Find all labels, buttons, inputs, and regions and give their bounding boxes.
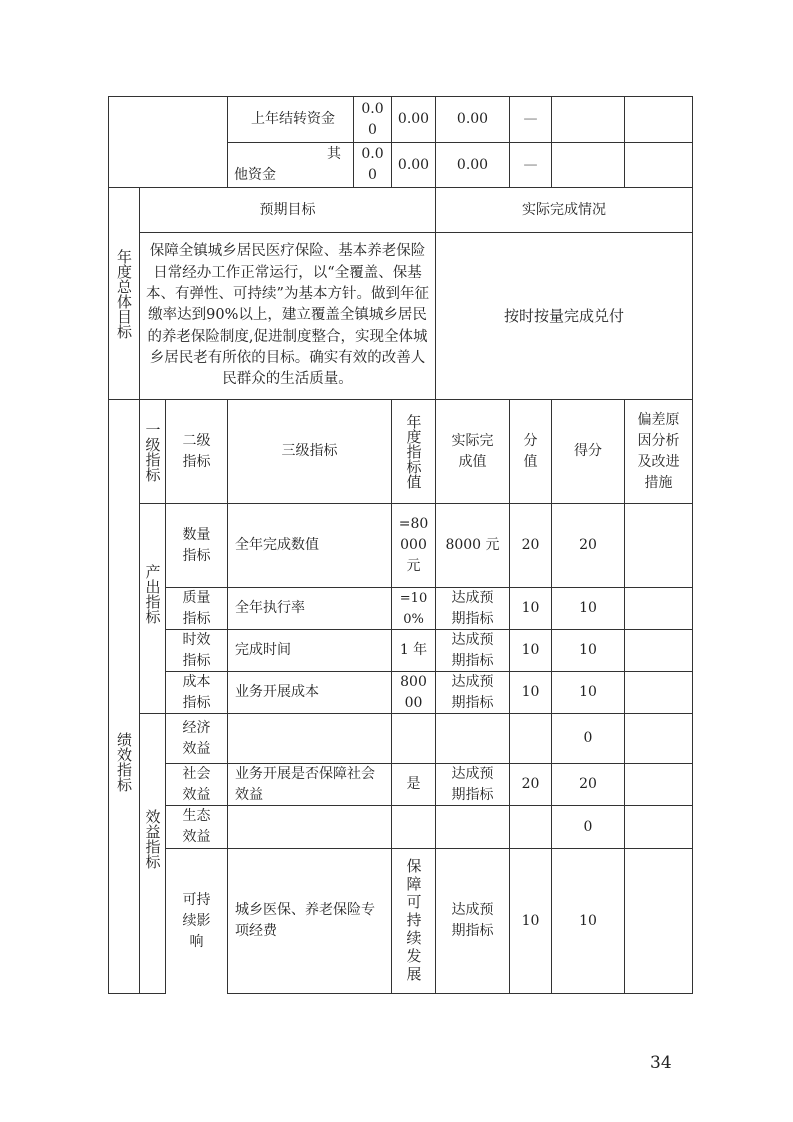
target-cell: 1 年 — [399, 642, 428, 658]
grid-line — [435, 96, 436, 188]
level2-cell: 成本指标 — [182, 673, 211, 711]
grid-line — [391, 399, 392, 994]
grid-line — [139, 503, 693, 504]
score-cell: 20 — [579, 537, 597, 553]
header-analysis: 偏差原因分析及改进措施 — [637, 411, 680, 491]
actual-completion-text: 按时按量完成兑付 — [503, 306, 624, 325]
grid-line — [353, 96, 354, 188]
grid-line — [165, 805, 693, 806]
weight-cell: 10 — [521, 912, 540, 929]
analysis-cell — [625, 849, 692, 993]
funding-label — [228, 97, 353, 142]
analysis-cell — [625, 630, 692, 671]
target-cell: 是 — [406, 776, 421, 792]
grid-line — [227, 399, 228, 994]
analysis-cell — [625, 588, 692, 629]
grid-line — [139, 232, 693, 233]
actual-cell — [436, 806, 509, 848]
analysis-cell — [625, 714, 692, 763]
funding-label — [228, 143, 353, 187]
actual-cell: 达成预期指标 — [451, 902, 494, 939]
level2-cell: 时效指标 — [182, 631, 211, 669]
grid-line — [624, 96, 625, 188]
analysis-cell — [625, 504, 692, 587]
target-cell — [392, 806, 435, 848]
funding-value: 0.00 — [456, 111, 489, 127]
performance-label: 绩效指标 — [115, 731, 133, 792]
funding-label-text: 上年结转资金 — [251, 111, 335, 127]
funding-value: — — [523, 156, 538, 173]
level2-cell: 数量指标 — [182, 526, 211, 564]
level3-cell: 业务开展是否保障社会效益 — [235, 765, 375, 803]
grid-line — [692, 96, 693, 994]
actual-cell: 达成预期指标 — [451, 631, 494, 669]
expected-goal-header: 预期目标 — [259, 201, 316, 218]
level3-cell: 完成时间 — [235, 642, 291, 658]
level3-cell: 业务开展成本 — [235, 684, 319, 700]
score-cell: 10 — [579, 684, 597, 700]
header-weight: 分值 — [523, 432, 538, 470]
grid-line — [108, 993, 166, 994]
weight-cell: 10 — [521, 600, 540, 616]
grid-line — [108, 96, 693, 97]
target-cell — [392, 714, 435, 763]
level3-cell: 城乡医保、养老保险专项经费 — [235, 902, 375, 939]
grid-line — [108, 399, 693, 400]
analysis-cell — [625, 764, 692, 805]
funding-label-line1: 其 — [327, 146, 341, 162]
funding-value: — — [523, 111, 538, 127]
grid-line — [165, 399, 166, 994]
funding-value: 0.00 — [361, 100, 384, 138]
weight-cell: 20 — [521, 776, 540, 792]
header-level3: 三级指标 — [281, 443, 338, 459]
level3-cell: 全年完成数值 — [235, 537, 319, 553]
score-cell: 10 — [579, 912, 597, 929]
grid-line — [551, 96, 552, 188]
header-score: 得分 — [574, 443, 602, 459]
expected-goal-text: 保障全镇城乡居民医疗保险、基本养老保险日常经办工作正常运行，以“全覆盖、保基本、有弹性、可持续”为基本方针。做到年征缴率达到90%以上，建立覆盖全镇城乡居民的养老保险制度,促进制度整合，实现全体城乡居民老有所依的目标。确实有效的改善人民群众的生活质量。 — [146, 243, 429, 388]
weight-cell: 20 — [521, 537, 540, 553]
score-cell: 0 — [583, 818, 593, 835]
funding-value: 0.00 — [397, 111, 430, 127]
grid-line — [435, 399, 436, 994]
grid-line — [139, 713, 693, 714]
actual-cell: 8000 元 — [445, 537, 500, 553]
grid-line — [509, 96, 510, 188]
weight-cell: 10 — [521, 684, 540, 700]
level3-cell — [228, 714, 391, 763]
funding-value: 0.00 — [397, 156, 430, 173]
grid-line — [509, 399, 510, 994]
score-cell: 20 — [579, 776, 597, 792]
target-cell: =80000元 — [398, 516, 429, 574]
funding-value: 0.00 — [456, 156, 489, 173]
score-cell: 10 — [579, 642, 597, 658]
actual-cell: 达成预期指标 — [451, 765, 494, 803]
grid-line — [108, 187, 693, 188]
group-level1-benefit: 效益指标 — [143, 809, 162, 869]
actual-cell: 达成预期指标 — [451, 589, 494, 627]
funding-label-line2: 他资金 — [234, 167, 276, 183]
target-cell: 保障可持续发展 — [404, 858, 423, 984]
analysis-cell — [625, 672, 692, 713]
grid-line — [165, 763, 693, 764]
grid-line — [435, 187, 436, 400]
grid-line — [227, 993, 693, 994]
weight-cell — [510, 806, 551, 848]
level2-cell: 生态效益 — [182, 808, 211, 845]
grid-line — [624, 399, 625, 994]
actual-cell: 达成预期指标 — [451, 673, 494, 711]
grid-line — [165, 629, 693, 630]
grid-line — [108, 96, 109, 994]
header-level2: 二级指标 — [182, 432, 211, 470]
weight-cell: 10 — [521, 642, 540, 658]
score-cell: 10 — [579, 600, 597, 616]
funding-value: 0.00 — [361, 146, 384, 183]
grid-line — [165, 671, 693, 672]
header-target: 年度指标值 — [404, 414, 423, 489]
actual-completion-header: 实际完成情况 — [522, 201, 606, 218]
level2-cell: 经济效益 — [182, 719, 211, 757]
weight-cell — [510, 714, 551, 763]
actual-cell — [436, 714, 509, 763]
level2-cell: 社会效益 — [182, 765, 211, 803]
level2-cell: 质量指标 — [182, 589, 211, 627]
group-level1-output: 产出指标 — [143, 564, 162, 624]
score-cell: 0 — [583, 730, 593, 746]
grid-line — [165, 848, 693, 849]
level3-cell — [228, 806, 391, 848]
grid-line — [139, 187, 140, 994]
analysis-cell — [625, 806, 692, 848]
grid-line — [551, 399, 552, 994]
grid-line — [391, 96, 392, 188]
annual-goal-label: 年度总体目标 — [115, 248, 133, 339]
header-actual: 实际完成值 — [451, 432, 494, 470]
grid-line — [165, 587, 693, 588]
level3-cell: 全年执行率 — [235, 600, 305, 616]
target-cell: =100% — [399, 590, 428, 627]
level2-cell: 可持续影响 — [182, 891, 211, 950]
page-number: 34 — [650, 1053, 672, 1073]
header-level1: 一级指标 — [143, 421, 162, 482]
target-cell: 80000 — [400, 673, 427, 711]
grid-line — [227, 96, 228, 188]
